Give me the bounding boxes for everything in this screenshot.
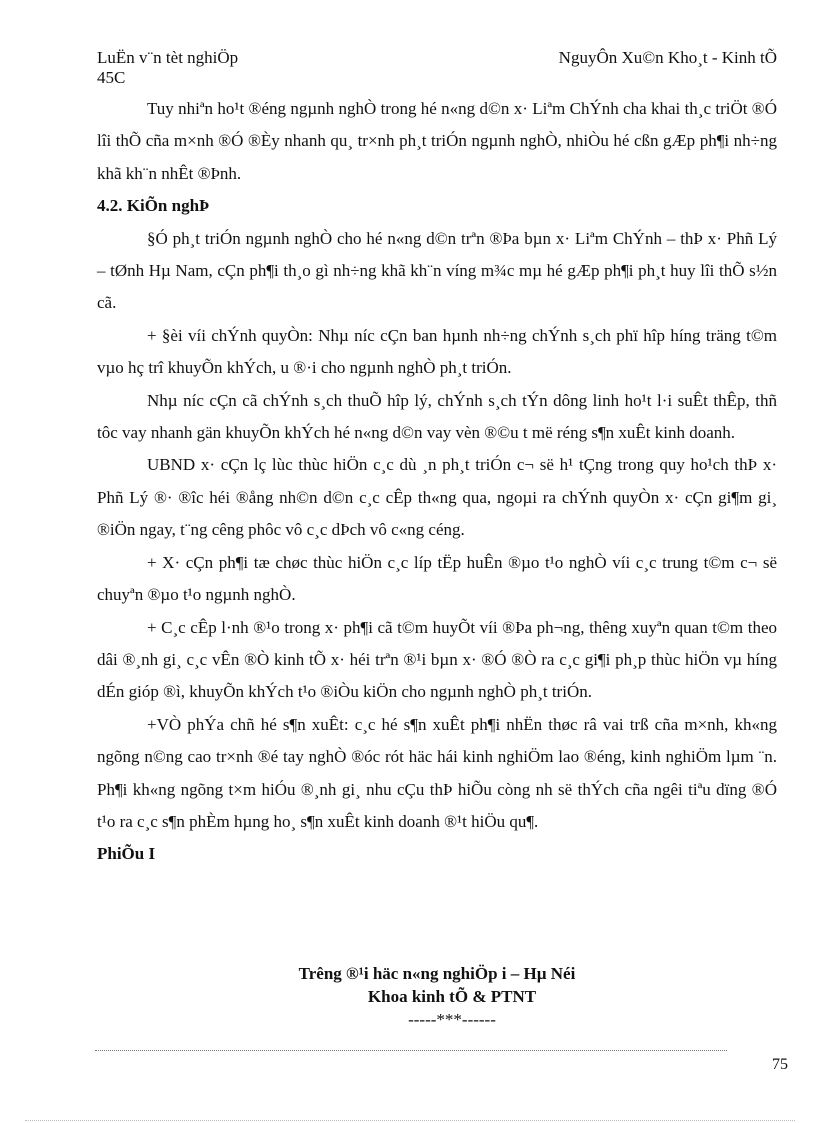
paragraph: + §èi víi chÝnh quyÒn: Nhµ níc cÇn ban hµnh nh÷ng chÝnh s¸ch phï hîp híng träng t©m vµo hç trî khuyÕn khÝch, u ®·i cho ngµnh nghÒ ph¸t triÓn. [97, 325, 777, 378]
section-heading: 4.2. KiÕn nghÞ [97, 196, 210, 216]
page-number: 75 [772, 1056, 788, 1073]
paragraph: + X· cÇn ph¶i tæ chøc thùc hiÖn c¸c líp tËp huÊn ®µo t¹o nghÒ víi c¸c trung t©m c¬ së chuyªn ®µo t¹o ngµnh nghÒ. [97, 552, 777, 605]
separator-stars: -----***------ [408, 1010, 496, 1029]
paragraph: UBND x· cÇn lç lùc thùc hiÖn c¸c dù ¸n ph¸t triÓn c¬ së h¹ tÇng trong quy ho¹ch thÞ x· Phñ Lý ®· ®îc héi ®ång nh©n d©n c¸c cÊp th«ng qua, ngoµi ra chÝnh quyÒn x· cÇn gi¶m gi¸ ®iÖn ngay, t¨ng cêng phôc vô c¸c dÞch vô c«ng céng. [97, 455, 777, 540]
form-heading [97, 962, 777, 1031]
paragraph: Nhµ níc cÇn cã chÝnh s¸ch thuÕ hîp lý, chÝnh s¸ch tÝn dông linh ho¹t l·i suÊt thÊp, thñ tôc vay nhanh gän khuyÕn khÝch hé n«ng d©n vay vèn ®©u t më réng s¶n xuÊt kinh doanh. [97, 390, 777, 443]
section-heading: PhiÕu I [97, 844, 156, 864]
document-body [97, 93, 777, 871]
paragraph: Tuy nhiªn ho¹t ®éng ngµnh nghÒ trong hé n«ng d©n x· Liªm ChÝnh cha khai th¸c triÖt ®Ó lîi thÕ cña m×nh ®Ó ®Èy nhanh qu¸ tr×nh ph¸t triÓn ngµnh nghÒ, nhiÒu hé cßn gÆp ph¶i nh÷ng khã kh¨n nhÊt ®Þnh. [97, 99, 777, 183]
paragraph: §Ó ph¸t triÓn ngµnh nghÒ cho hé n«ng d©n trªn ®Þa bµn x· Liªm ChÝnh – thÞ x· Phñ Lý – tØnh Hµ Nam, cÇn ph¶i th¸o gì nh÷ng khã kh¨n víng m¾c mµ hé gÆp ph¶i ph¸t huy lîi thÕ s½n cã. [97, 228, 777, 313]
page-header [97, 48, 777, 88]
page-bottom-rule [25, 1120, 795, 1121]
footer-rule [95, 1050, 727, 1051]
header-author: NguyÔn Xu©n Kho¸t - Kinh tÕ [558, 48, 777, 67]
paragraph: + C¸c cÊp l·nh ®¹o trong x· ph¶i cã t©m huyÕt víi ®Þa ph¬ng, thêng xuyªn quan t©m theo dâi ®¸nh gi¸ c¸c vÊn ®Ò kinh tÕ x· héi trªn ®¹i bµn x· ®Ó ®Ò ra c¸c gi¶i ph¸p thùc hiÖn vµ híng dÉn gióp ®ì, khuyÕn khÝch t¹o ®iÒu kiÖn cho ngµnh nghÒ ph¸t triÓn. [97, 617, 777, 702]
university-name: Trêng ®¹i häc n«ng nghiÖp i – Hµ Néi [298, 964, 576, 983]
faculty-name: Khoa kinh tÕ & PTNT [367, 987, 537, 1006]
header-thesis-title: LuËn v¨n tèt nghiÖp 45C [97, 48, 239, 87]
paragraph: +VÒ phÝa chñ hé s¶n xuÊt: c¸c hé s¶n xuÊt ph¶i nhËn thøc râ vai trß cña m×nh, kh«ng ngõng n©ng cao tr×nh ®é tay nghÒ ®óc rót häc hái kinh nghiÖm lao ®éng, kinh nghiÖm lµm ¨n. Ph¶i kh«ng ngõng t×m hiÓu ®¸nh gi¸ nhu cÇu thÞ hiÕu còng nh së thÝch cña ngêi tiªu dïng ®Ó t¹o ra c¸c s¶n phÈm hµng ho¸ s¶n xuÊt kinh doanh ®¹t hiÖu qu¶. [97, 714, 777, 831]
